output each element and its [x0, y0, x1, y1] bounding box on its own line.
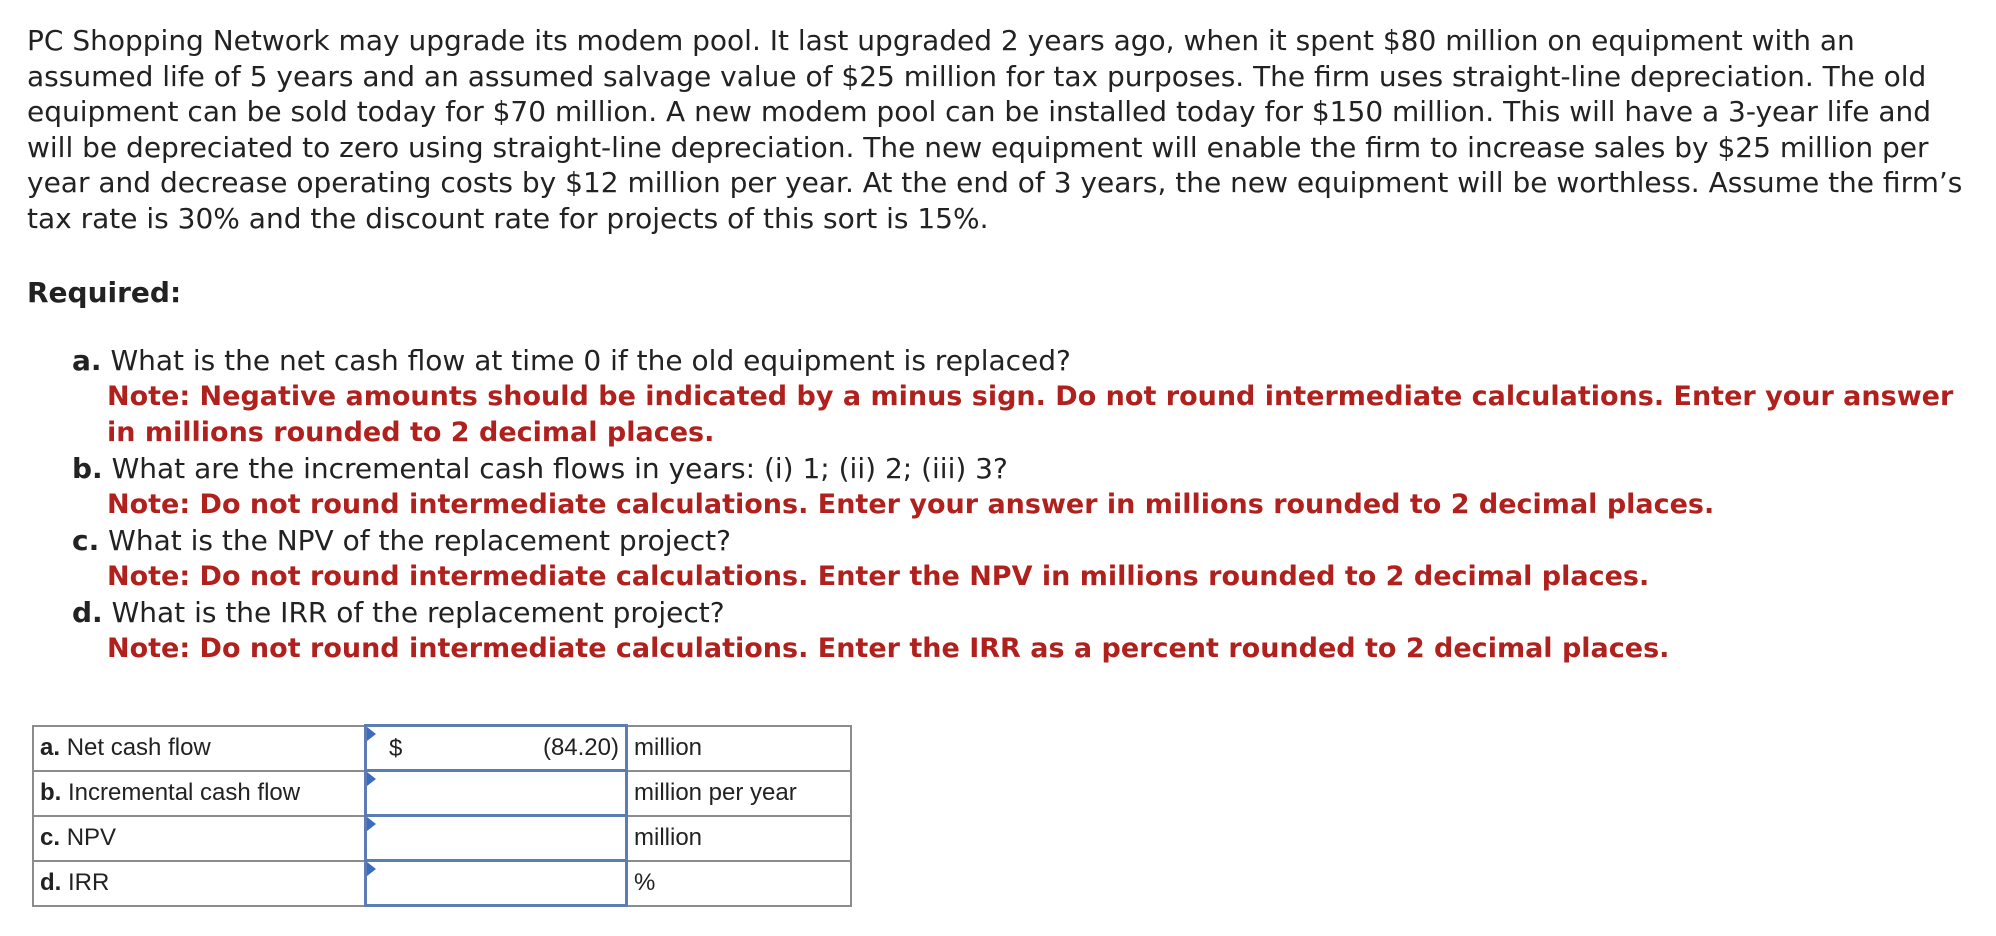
answer-table	[32, 724, 852, 907]
answer-label	[33, 726, 366, 771]
answer-label-text: IRR	[68, 869, 110, 896]
note-d: Note: Do not round intermediate calculations. Enter the IRR as a percent rounded to 2 decimal places.	[107, 633, 1670, 664]
net-cash-flow-value: (84.20)	[542, 734, 619, 761]
answer-label	[33, 771, 366, 816]
answer-row-npv	[33, 816, 851, 861]
answer-label-text: NPV	[66, 824, 117, 851]
question-letter: a.	[72, 344, 102, 377]
question-d	[72, 595, 725, 631]
question-text: What is the IRR of the replacement project?	[111, 596, 725, 629]
net-cash-flow-input[interactable]	[366, 726, 627, 771]
incremental-cash-flow-input[interactable]	[366, 771, 627, 816]
question-letter: d.	[72, 596, 103, 629]
question-text: What is the NPV of the replacement project?	[108, 524, 731, 557]
question-a	[72, 343, 1071, 379]
answer-letter: a.	[40, 734, 61, 761]
question-b	[72, 451, 1008, 487]
question-text: What are the incremental cash flows in years: (i) 1; (ii) 2; (iii) 3?	[111, 452, 1008, 485]
answer-label-text: Incremental cash flow	[68, 779, 301, 806]
currency-symbol: $	[389, 735, 403, 762]
question-c	[72, 523, 731, 559]
question-letter: c.	[72, 524, 100, 557]
answer-row-net-cash-flow	[33, 726, 851, 771]
answer-row-irr	[33, 861, 851, 906]
required-heading: Required:	[27, 276, 182, 309]
answer-label	[33, 816, 366, 861]
answer-label-text: Net cash flow	[66, 734, 211, 761]
answer-row-incremental-cash-flow	[33, 771, 851, 816]
answer-unit: million per year	[627, 771, 852, 816]
note-c: Note: Do not round intermediate calculations. Enter the NPV in millions rounded to 2 decimal places.	[107, 561, 1650, 592]
answer-label	[33, 861, 366, 906]
note-a: Note: Negative amounts should be indicated by a minus sign. Do not round intermediate calculations. Enter your answer in millions rounded to 2 decimal places.	[107, 381, 1954, 448]
answer-letter: b.	[40, 779, 62, 806]
irr-input[interactable]	[366, 861, 627, 906]
question-text: What is the net cash flow at time 0 if the old equipment is replaced?	[110, 344, 1071, 377]
problem-statement: PC Shopping Network may upgrade its modem pool. It last upgraded 2 years ago, when it spent $80 million on equipment with an assumed life of 5 years and an assumed salvage value of $25 million for tax purposes. The firm uses straight-line depreciation. The old equipment can be sold today for $70 million. A new modem pool can be installed today for $150 million. This will have a 3-year life and will be depreciated to zero using straight-line depreciation. The new equipment will enable the firm to increase sales by $25 million per year and decrease operating costs by $12 million per year. At the end of 3 years, the new equipment will be worthless. Assume the firm’s tax rate is 30% and the discount rate for projects of this sort is 15%.	[27, 24, 1963, 235]
answer-unit: million	[627, 726, 852, 771]
answer-unit: million	[627, 816, 852, 861]
note-b: Note: Do not round intermediate calculations. Enter your answer in millions rounded to 2 decimal places.	[107, 489, 1715, 520]
answer-letter: d.	[40, 869, 62, 896]
answer-unit: %	[627, 861, 852, 906]
answer-letter: c.	[40, 824, 61, 851]
question-letter: b.	[72, 452, 103, 485]
npv-input[interactable]	[366, 816, 627, 861]
